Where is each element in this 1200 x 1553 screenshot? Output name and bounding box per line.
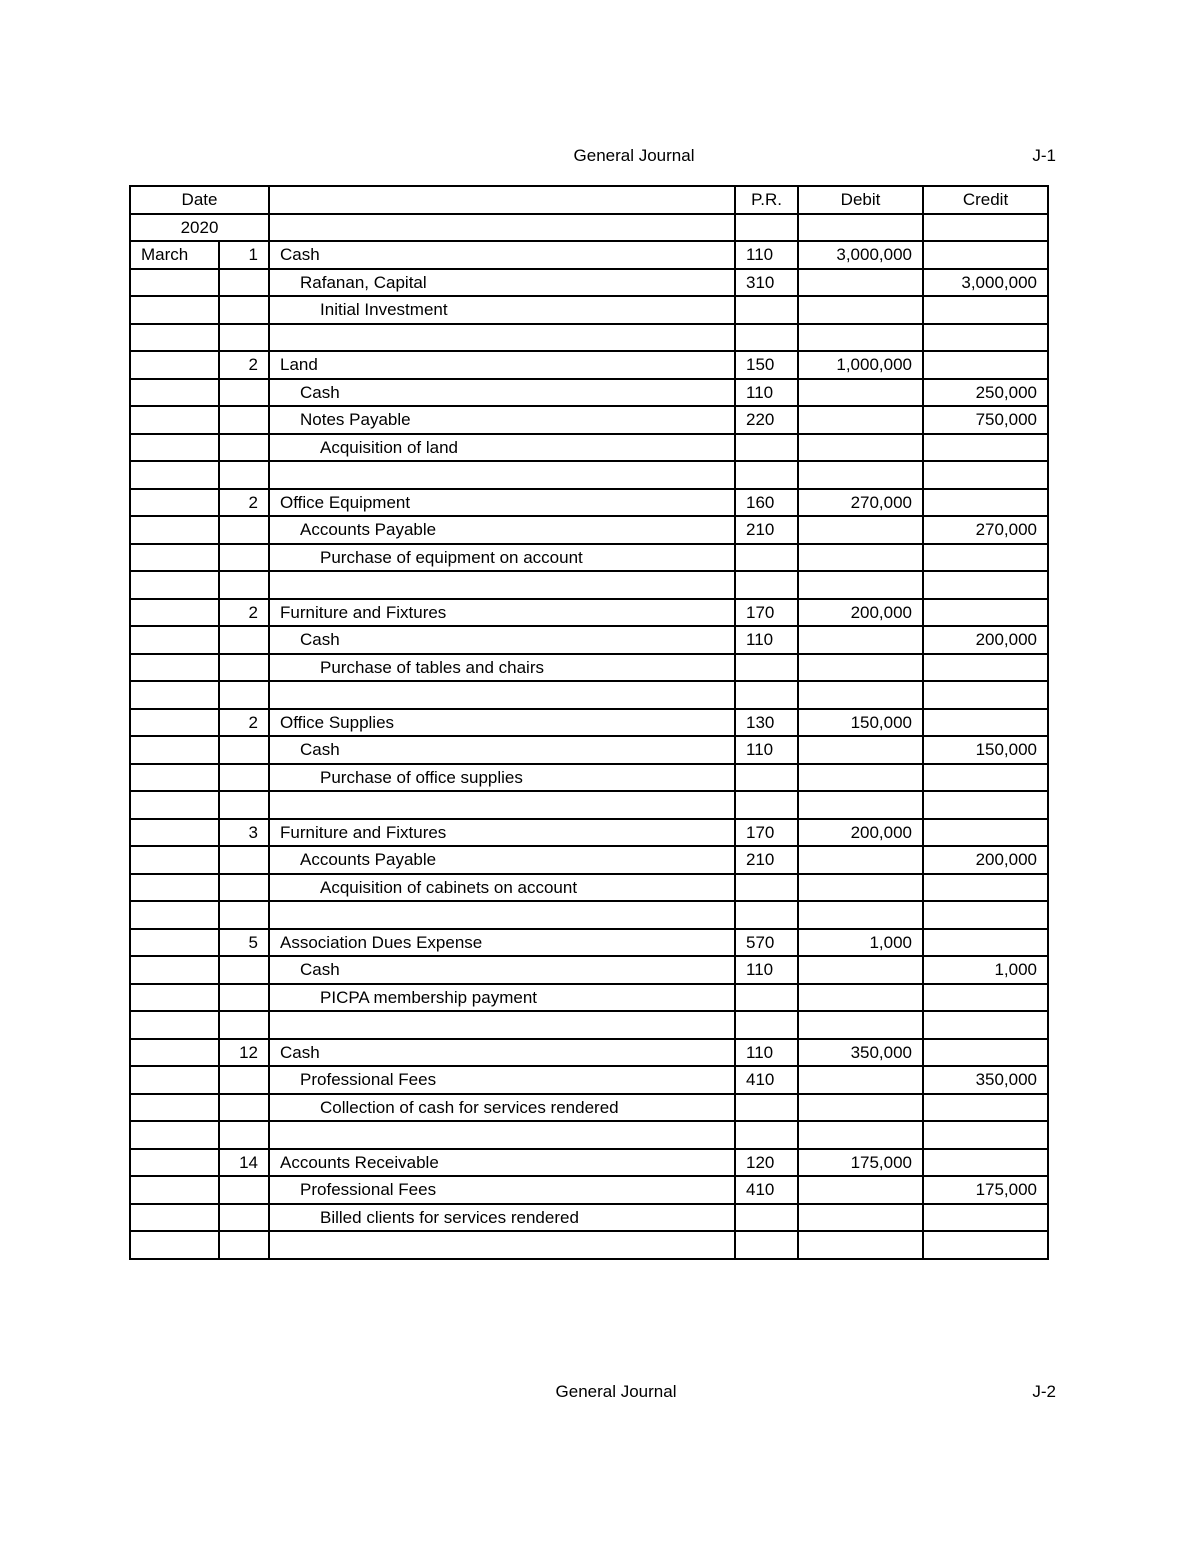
debit-cell: [798, 571, 923, 599]
month-cell: [130, 874, 219, 902]
table-row: [130, 764, 1048, 792]
table-row: [130, 489, 1048, 517]
account-cell: Association Dues Expense: [269, 929, 735, 957]
day-cell: [219, 269, 269, 297]
credit-cell: 750,000: [923, 406, 1048, 434]
table-row: [130, 406, 1048, 434]
account-cell: Furniture and Fixtures: [269, 819, 735, 847]
table-row: [130, 1176, 1048, 1204]
page-header-top: [0, 146, 1200, 170]
day-cell: 3: [219, 819, 269, 847]
table-row: [130, 791, 1048, 819]
credit-cell: [923, 241, 1048, 269]
credit-cell: 1,000: [923, 956, 1048, 984]
account-cell: [269, 571, 735, 599]
account-cell: Collection of cash for services rendered: [269, 1094, 735, 1122]
page-header-bottom: [0, 1382, 1200, 1406]
debit-cell: [798, 1204, 923, 1232]
credit-cell: [923, 929, 1048, 957]
month-cell: [130, 681, 219, 709]
pr-cell: [735, 874, 798, 902]
pr-cell: 160: [735, 489, 798, 517]
debit-cell: [798, 1231, 923, 1259]
month-cell: [130, 709, 219, 737]
debit-cell: 270,000: [798, 489, 923, 517]
month-cell: [130, 516, 219, 544]
day-cell: [219, 1121, 269, 1149]
day-cell: 1: [219, 241, 269, 269]
month-cell: [130, 434, 219, 462]
account-cell: Purchase of office supplies: [269, 764, 735, 792]
pr-cell: [735, 324, 798, 352]
pr-cell: [735, 901, 798, 929]
account-cell: [269, 681, 735, 709]
month-cell: [130, 764, 219, 792]
day-cell: [219, 1011, 269, 1039]
credit-cell: [923, 654, 1048, 682]
debit-cell: [798, 654, 923, 682]
debit-cell: 200,000: [798, 599, 923, 627]
credit-cell: 350,000: [923, 1066, 1048, 1094]
pr-cell: 170: [735, 599, 798, 627]
month-cell: [130, 1176, 219, 1204]
table-row: [130, 681, 1048, 709]
debit-cell: [798, 1011, 923, 1039]
pr-cell: [735, 1011, 798, 1039]
pr-cell: [735, 654, 798, 682]
month-cell: [130, 1039, 219, 1067]
account-cell: Cash: [269, 736, 735, 764]
day-cell: [219, 571, 269, 599]
debit-cell: 350,000: [798, 1039, 923, 1067]
month-cell: [130, 599, 219, 627]
credit-cell: [923, 901, 1048, 929]
account-cell: Rafanan, Capital: [269, 269, 735, 297]
debit-cell: 1,000: [798, 929, 923, 957]
pr-cell: [735, 1094, 798, 1122]
page-number: J-1: [1032, 146, 1056, 165]
journal-title: General Journal: [573, 146, 695, 165]
day-cell: [219, 1231, 269, 1259]
pr-cell: [735, 791, 798, 819]
debit-cell: [798, 324, 923, 352]
day-cell: [219, 1204, 269, 1232]
pr-cell: [735, 296, 798, 324]
account-cell: Billed clients for services rendered: [269, 1204, 735, 1232]
credit-cell: [923, 489, 1048, 517]
column-header-row: [130, 186, 1048, 214]
table-row: [130, 516, 1048, 544]
account-cell: [269, 461, 735, 489]
month-cell: [130, 489, 219, 517]
month-cell: [130, 296, 219, 324]
month-cell: [130, 324, 219, 352]
day-cell: [219, 544, 269, 572]
month-cell: [130, 571, 219, 599]
table-row: [130, 351, 1048, 379]
debit-cell: [798, 379, 923, 407]
credit-cell: 200,000: [923, 846, 1048, 874]
account-cell: Accounts Payable: [269, 516, 735, 544]
credit-cell: [923, 434, 1048, 462]
credit-cell: [923, 214, 1048, 242]
debit-cell: 175,000: [798, 1149, 923, 1177]
day-cell: [219, 406, 269, 434]
debit-cell: [798, 846, 923, 874]
debit-cell: [798, 901, 923, 929]
account-cell: Accounts Receivable: [269, 1149, 735, 1177]
day-cell: 2: [219, 351, 269, 379]
month-cell: [130, 406, 219, 434]
year-cell: 2020: [130, 214, 269, 242]
table-row: [130, 1066, 1048, 1094]
table-row: [130, 544, 1048, 572]
debit-cell: [798, 434, 923, 462]
account-cell: Accounts Payable: [269, 846, 735, 874]
account-cell: Professional Fees: [269, 1176, 735, 1204]
credit-cell: 3,000,000: [923, 269, 1048, 297]
account-cell: Cash: [269, 956, 735, 984]
table-row: [130, 1011, 1048, 1039]
credit-cell: 270,000: [923, 516, 1048, 544]
day-cell: [219, 874, 269, 902]
debit-cell: 1,000,000: [798, 351, 923, 379]
day-cell: 12: [219, 1039, 269, 1067]
table-row: [130, 874, 1048, 902]
day-cell: [219, 461, 269, 489]
credit-cell: 200,000: [923, 626, 1048, 654]
month-cell: [130, 1121, 219, 1149]
month-cell: [130, 269, 219, 297]
debit-cell: [798, 1066, 923, 1094]
credit-cell: [923, 819, 1048, 847]
day-cell: [219, 764, 269, 792]
month-cell: [130, 929, 219, 957]
table-row: [130, 1149, 1048, 1177]
month-cell: [130, 791, 219, 819]
pr-cell: 170: [735, 819, 798, 847]
debit-cell: [798, 1094, 923, 1122]
month-cell: [130, 1066, 219, 1094]
debit-cell: 3,000,000: [798, 241, 923, 269]
month-cell: [130, 901, 219, 929]
debit-cell: [798, 544, 923, 572]
account-cell: [269, 1231, 735, 1259]
month-cell: [130, 654, 219, 682]
credit-cell: [923, 1121, 1048, 1149]
month-cell: March: [130, 241, 219, 269]
month-cell: [130, 736, 219, 764]
day-cell: [219, 1176, 269, 1204]
account-cell: Purchase of tables and chairs: [269, 654, 735, 682]
month-cell: [130, 846, 219, 874]
account-cell: Acquisition of land: [269, 434, 735, 462]
account-cell: Office Equipment: [269, 489, 735, 517]
debit-cell: [798, 269, 923, 297]
debit-cell: [798, 984, 923, 1012]
debit-cell: 200,000: [798, 819, 923, 847]
pr-cell: 110: [735, 1039, 798, 1067]
pr-cell: 110: [735, 379, 798, 407]
table-row: [130, 1039, 1048, 1067]
account-cell: Cash: [269, 626, 735, 654]
account-cell: Cash: [269, 1039, 735, 1067]
credit-cell: [923, 296, 1048, 324]
table-row: [130, 819, 1048, 847]
table-row: [130, 1231, 1048, 1259]
table-row: [130, 956, 1048, 984]
day-cell: [219, 956, 269, 984]
account-cell: PICPA membership payment: [269, 984, 735, 1012]
account-cell: Purchase of equipment on account: [269, 544, 735, 572]
table-row: [130, 846, 1048, 874]
table-row: [130, 241, 1048, 269]
account-cell: [269, 324, 735, 352]
table-row: [130, 269, 1048, 297]
pr-cell: 110: [735, 736, 798, 764]
account-cell: Furniture and Fixtures: [269, 599, 735, 627]
pr-cell: [735, 764, 798, 792]
debit-cell: [798, 1121, 923, 1149]
day-cell: 5: [219, 929, 269, 957]
table-row: [130, 324, 1048, 352]
month-cell: [130, 461, 219, 489]
credit-cell: [923, 1039, 1048, 1067]
day-cell: 2: [219, 489, 269, 517]
debit-cell: [798, 406, 923, 434]
credit-cell: [923, 324, 1048, 352]
debit-cell: [798, 736, 923, 764]
debit-cell: [798, 956, 923, 984]
table-row: [130, 626, 1048, 654]
credit-column-header: Credit: [923, 186, 1048, 214]
journal-title: General Journal: [555, 1382, 677, 1401]
pr-cell: [735, 544, 798, 572]
month-cell: [130, 351, 219, 379]
account-cell: Notes Payable: [269, 406, 735, 434]
page-number: J-2: [1032, 1382, 1056, 1401]
table-row: [130, 984, 1048, 1012]
month-cell: [130, 544, 219, 572]
table-row: [130, 296, 1048, 324]
account-cell: Office Supplies: [269, 709, 735, 737]
credit-cell: [923, 544, 1048, 572]
day-cell: [219, 379, 269, 407]
table-row: [130, 379, 1048, 407]
credit-cell: 150,000: [923, 736, 1048, 764]
table-row: [130, 1121, 1048, 1149]
pr-cell: [735, 1231, 798, 1259]
credit-cell: [923, 1011, 1048, 1039]
pr-cell: [735, 214, 798, 242]
journal-body: [130, 186, 1048, 1259]
debit-cell: [798, 764, 923, 792]
day-cell: [219, 1094, 269, 1122]
table-row: [130, 1094, 1048, 1122]
day-cell: [219, 324, 269, 352]
debit-cell: 150,000: [798, 709, 923, 737]
table-row: [130, 929, 1048, 957]
day-cell: [219, 516, 269, 544]
debit-column-header: Debit: [798, 186, 923, 214]
table-row: [130, 709, 1048, 737]
account-cell: [269, 1121, 735, 1149]
pr-cell: [735, 984, 798, 1012]
pr-cell: [735, 1204, 798, 1232]
month-cell: [130, 379, 219, 407]
month-cell: [130, 1231, 219, 1259]
month-cell: [130, 984, 219, 1012]
debit-cell: [798, 296, 923, 324]
credit-cell: [923, 1149, 1048, 1177]
debit-cell: [798, 791, 923, 819]
table-row: [130, 434, 1048, 462]
table-row: [130, 654, 1048, 682]
day-cell: [219, 654, 269, 682]
credit-cell: [923, 1231, 1048, 1259]
month-cell: [130, 1011, 219, 1039]
day-cell: 2: [219, 599, 269, 627]
pr-cell: 110: [735, 956, 798, 984]
credit-cell: [923, 709, 1048, 737]
pr-cell: [735, 571, 798, 599]
general-journal-table: [129, 185, 1049, 1260]
pr-cell: 130: [735, 709, 798, 737]
debit-cell: [798, 1176, 923, 1204]
pr-cell: 210: [735, 516, 798, 544]
credit-cell: [923, 791, 1048, 819]
pr-cell: 310: [735, 269, 798, 297]
pr-cell: 410: [735, 1176, 798, 1204]
credit-cell: 175,000: [923, 1176, 1048, 1204]
day-cell: [219, 626, 269, 654]
account-column-header: [269, 186, 735, 214]
month-cell: [130, 956, 219, 984]
pr-cell: 120: [735, 1149, 798, 1177]
day-cell: 14: [219, 1149, 269, 1177]
table-row: [130, 1204, 1048, 1232]
month-cell: [130, 1204, 219, 1232]
table-row: [130, 571, 1048, 599]
day-cell: [219, 736, 269, 764]
day-cell: [219, 846, 269, 874]
account-cell: Cash: [269, 379, 735, 407]
account-cell: [269, 214, 735, 242]
account-cell: [269, 791, 735, 819]
account-cell: Professional Fees: [269, 1066, 735, 1094]
credit-cell: [923, 571, 1048, 599]
month-cell: [130, 1149, 219, 1177]
account-cell: Cash: [269, 241, 735, 269]
debit-cell: [798, 681, 923, 709]
credit-cell: [923, 351, 1048, 379]
day-cell: [219, 791, 269, 819]
pr-cell: 110: [735, 241, 798, 269]
pr-cell: [735, 681, 798, 709]
table-row: [130, 736, 1048, 764]
date-column-header: Date: [130, 186, 269, 214]
pr-cell: [735, 434, 798, 462]
pr-cell: 110: [735, 626, 798, 654]
debit-cell: [798, 516, 923, 544]
table-row: [130, 599, 1048, 627]
day-cell: [219, 296, 269, 324]
debit-cell: [798, 214, 923, 242]
account-cell: Land: [269, 351, 735, 379]
credit-cell: [923, 1204, 1048, 1232]
month-cell: [130, 1094, 219, 1122]
credit-cell: [923, 681, 1048, 709]
credit-cell: [923, 599, 1048, 627]
pr-cell: 210: [735, 846, 798, 874]
pr-cell: 220: [735, 406, 798, 434]
credit-cell: [923, 874, 1048, 902]
month-cell: [130, 819, 219, 847]
year-row: [130, 214, 1048, 242]
account-cell: [269, 901, 735, 929]
credit-cell: 250,000: [923, 379, 1048, 407]
day-cell: 2: [219, 709, 269, 737]
credit-cell: [923, 984, 1048, 1012]
day-cell: [219, 434, 269, 462]
pr-cell: 150: [735, 351, 798, 379]
account-cell: Acquisition of cabinets on account: [269, 874, 735, 902]
day-cell: [219, 1066, 269, 1094]
day-cell: [219, 984, 269, 1012]
pr-cell: 410: [735, 1066, 798, 1094]
pr-column-header: P.R.: [735, 186, 798, 214]
debit-cell: [798, 874, 923, 902]
day-cell: [219, 901, 269, 929]
debit-cell: [798, 461, 923, 489]
day-cell: [219, 681, 269, 709]
pr-cell: [735, 461, 798, 489]
credit-cell: [923, 764, 1048, 792]
debit-cell: [798, 626, 923, 654]
table-row: [130, 901, 1048, 929]
credit-cell: [923, 461, 1048, 489]
pr-cell: [735, 1121, 798, 1149]
table-row: [130, 461, 1048, 489]
pr-cell: 570: [735, 929, 798, 957]
month-cell: [130, 626, 219, 654]
credit-cell: [923, 1094, 1048, 1122]
account-cell: [269, 1011, 735, 1039]
account-cell: Initial Investment: [269, 296, 735, 324]
